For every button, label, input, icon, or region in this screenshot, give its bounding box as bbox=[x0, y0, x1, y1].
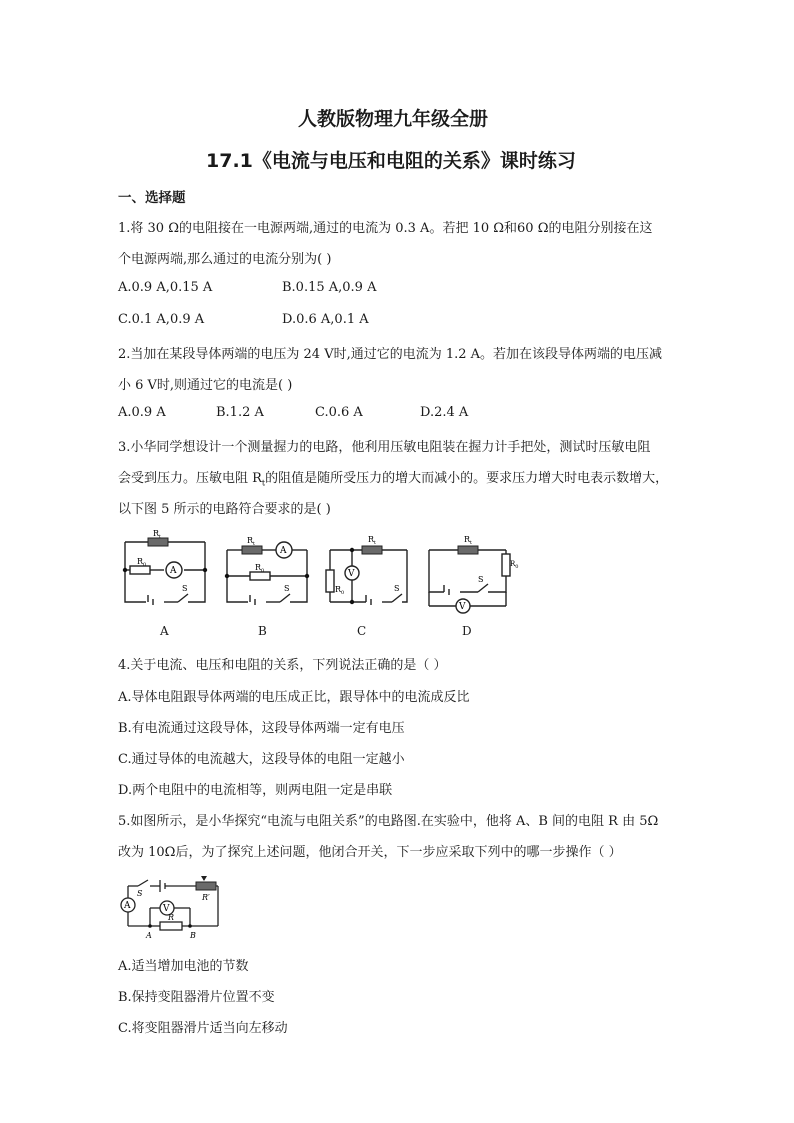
section-heading: 一、选择题 bbox=[118, 190, 186, 206]
q1-option-d: D.0.6 A,0.1 A bbox=[282, 312, 369, 327]
ammeter-symbol: A bbox=[124, 901, 131, 911]
voltmeter-symbol: V bbox=[459, 602, 466, 612]
q1-option-c: C.0.1 A,0.9 A bbox=[118, 312, 205, 327]
switch-label: S bbox=[394, 584, 400, 593]
q5-stem-line1: 5.如图所示，是小华探究“电流与电阻关系”的电路图.在实验中，他将 A、B 间的电阻 R 由 5Ω bbox=[118, 814, 659, 829]
q2-option-d: D.2.4 A bbox=[420, 405, 469, 420]
switch-label: S bbox=[137, 889, 143, 898]
q4-option-b: B.有电流通过这段导体，这段导体两端一定有电压 bbox=[118, 721, 405, 736]
q5-circuit-diagram bbox=[118, 872, 228, 942]
q5-stem-line2: 改为 10Ω后，为了探究上述问题，他闭合开关，下一步应采取下列中的哪一步操作（ ） bbox=[118, 845, 622, 860]
q5-option-a: A.适当增加电池的节数 bbox=[118, 959, 249, 974]
circuit-diagram-a bbox=[120, 530, 210, 614]
doc-title: 人教版物理九年级全册 bbox=[298, 108, 489, 130]
circuit-diagram-b bbox=[222, 530, 312, 614]
q1-option-b: B.0.15 A,0.9 A bbox=[282, 280, 377, 295]
q3-stem-line3: 以下图 5 所示的电路符合要求的是( ) bbox=[118, 502, 331, 517]
q4-option-c: C.通过导体的电流越大，这段导体的电阻一定越小 bbox=[118, 752, 405, 767]
circuit-diagram-c bbox=[322, 530, 412, 614]
rheostat-label: R′ bbox=[202, 893, 210, 902]
voltmeter-symbol: V bbox=[348, 569, 355, 579]
q2-option-c: C.0.6 A bbox=[315, 405, 363, 420]
ammeter-symbol: A bbox=[170, 566, 177, 576]
voltmeter-symbol: V bbox=[163, 904, 170, 914]
q4-stem: 4.关于电流、电压和电阻的关系，下列说法正确的是（ ） bbox=[118, 658, 447, 673]
circuit-a-label: A bbox=[160, 624, 169, 638]
point-a-label: A bbox=[146, 931, 152, 940]
resistor-label: R bbox=[168, 913, 175, 922]
circuit-d-label: D bbox=[462, 624, 472, 638]
q5-option-b: B.保持变阻器滑片位置不变 bbox=[118, 990, 275, 1005]
point-b-label: B bbox=[190, 931, 196, 940]
q3-stem-line2: 会受到压力。压敏电阻 $R_t$的阻值是随所受压力的增大而减小的。要求压力增大时电表示数增大， bbox=[118, 471, 669, 488]
r0-label: $R_0$ bbox=[137, 557, 147, 568]
rt-label: $R_t$ bbox=[247, 536, 256, 547]
q2-stem-line1: 2.当加在某段导体两端的电压为 24 V时,通过它的电流为 1.2 A。若加在该段导体两端的电压减 bbox=[118, 347, 663, 362]
switch-label: S bbox=[182, 584, 188, 593]
circuit-c-label: C bbox=[357, 624, 367, 638]
q2-option-a: A.0.9 A bbox=[118, 405, 166, 420]
q2-option-b: B.1.2 A bbox=[216, 405, 264, 420]
rt-label: $R_t$ bbox=[368, 535, 377, 546]
rt-label: $R_t$ bbox=[153, 529, 162, 540]
switch-label: S bbox=[284, 584, 290, 593]
r0-label: $R_0$ bbox=[255, 563, 265, 574]
circuit-diagram-d bbox=[424, 530, 519, 614]
doc-subtitle: 17.1《电流与电压和电阻的关系》课时练习 bbox=[206, 150, 576, 172]
q5-option-c: C.将变阻器滑片适当向左移动 bbox=[118, 1021, 288, 1036]
ammeter-symbol: A bbox=[280, 546, 287, 556]
q4-option-d: D.两个电阻中的电流相等，则两电阻一定是串联 bbox=[118, 783, 393, 798]
q2-stem-line2: 小 6 V时,则通过它的电流是( ) bbox=[118, 378, 293, 393]
q1-stem-line2: 个电源两端,那么通过的电流分别为( ) bbox=[118, 252, 332, 267]
q1-stem-line1: 1.将 30 Ω的电阻接在一电源两端,通过的电流为 0.3 A。若把 10 Ω和60 Ω的电阻分别接在这 bbox=[118, 221, 653, 236]
r0-label: $R_0$ bbox=[335, 585, 345, 596]
r0-label: $R_0$ bbox=[510, 560, 519, 570]
q3-stem-line1: 3.小华同学想设计一个测量握力的电路，他利用压敏电阻装在握力计手把处，测试时压敏电阻 bbox=[118, 440, 651, 455]
q4-option-a: A.导体电阻跟导体两端的电压成正比，跟导体中的电流成反比 bbox=[118, 690, 470, 705]
q1-option-a: A.0.9 A,0.15 A bbox=[118, 280, 213, 295]
circuit-b-label: B bbox=[258, 624, 267, 638]
switch-label: S bbox=[478, 575, 484, 584]
rt-label: $R_t$ bbox=[464, 535, 473, 546]
